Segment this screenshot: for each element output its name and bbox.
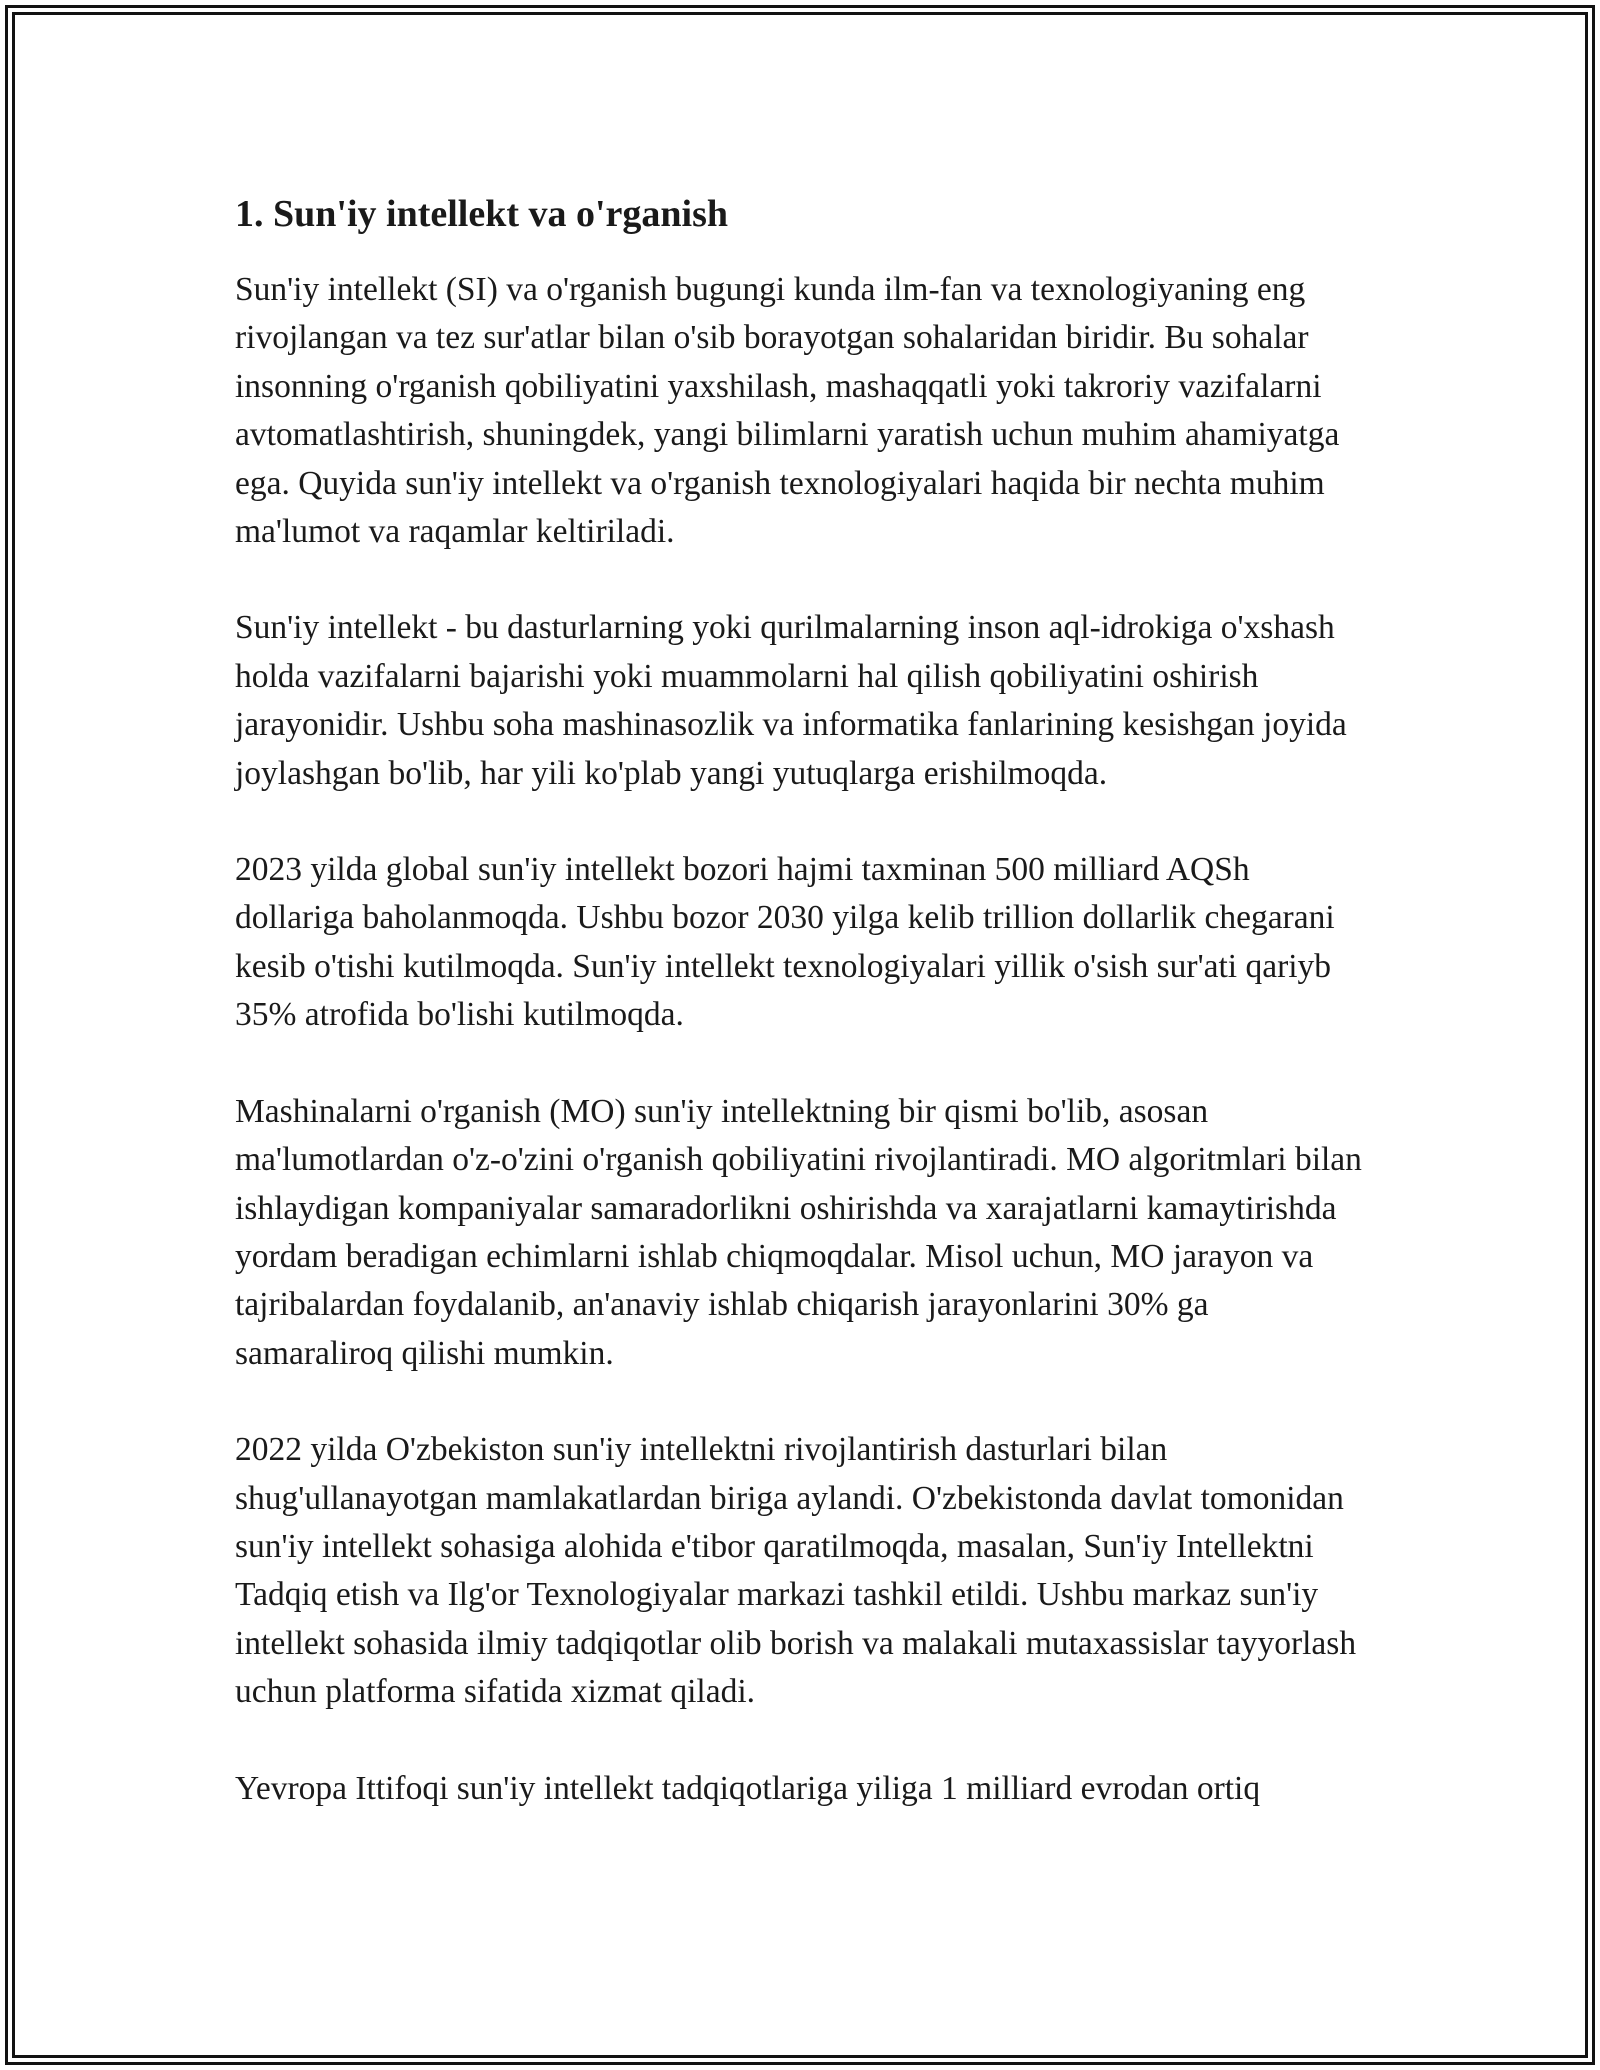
paragraph-1: Sun'iy intellekt (SI) va o'rganish bugungi kunda ilm-fan va texnologiyaning eng rivojlangan va tez sur'atlar bilan o'sib borayotgan sohalaridan biridir. Bu sohalar insonning o'rganish qobiliyatini yaxshilash, mashaqqatli yoki takroriy vazifalarni avtomatlashtirish, shuningdek, yangi bilimlarni yaratish uchun muhim ahamiyatga ega. Quyida sun'iy intellekt va o'rganish texnologiyalari haqida bir nechta muhim ma'lumot va raqamlar keltiriladi. [235, 271, 1340, 551]
paragraph-6: Yevropa Ittifoqi sun'iy intellekt tadqiqotlariga yiliga 1 milliard evrodan ortiq [235, 1769, 1261, 1807]
document-body [235, 188, 1365, 1861]
paragraph-5: 2022 yilda O'zbekiston sun'iy intellektni rivojlantirish dasturlari bilan shug'ullanayotgan mamlakatlardan biriga aylandi. O'zbekistonda davlat tomonidan sun'iy intellekt sohasiga alohida e'tibor qaratilmoqda, masalan, Sun'iy Intellektni Tadqiq etish va Ilg'or Texnologiyalar markazi tashkil etildi. Ushbu markaz sun'iy intellekt sohasida ilmiy tadqiqotlar olib borish va malakali mutaxassislar tayyorlash uchun platforma sifatida xizmat qiladi. [235, 1431, 1357, 1711]
section-title: 1. Sun'iy intellekt va o'rganish [235, 193, 729, 235]
paragraph-2: Sun'iy intellekt - bu dasturlarning yoki qurilmalarning inson aql-idrokiga o'xshash holda vazifalarni bajarishi yoki muammolarni hal qilish qobiliyatini oshirish jarayonidir. Ushbu soha mashinasozlik va informatika fanlarining kesishgan joyida joylashgan bo'lib, har yili ko'plab yangi yutuqlarga erishilmoqda. [235, 609, 1347, 792]
paragraph-4: Mashinalarni o'rganish (MO) sun'iy intellektning bir qismi bo'lib, asosan ma'lumotlardan o'z-o'zini o'rganish qobiliyatini rivojlantiradi. MO algoritmlari bilan ishlaydigan kompaniyalar samaradorlikni oshirishda va xarajatlarni kamaytirishda yordam beradigan echimlarni ishlab chiqmoqdalar. Misol uchun, MO jarayon va tajribalardan foydalanib, an'anaviy ishlab chiqarish jarayonlarini 30% ga samaraliroq qilishi mumkin. [235, 1092, 1362, 1372]
paragraph-3: 2023 yilda global sun'iy intellekt bozori hajmi taxminan 500 milliard AQSh dollariga baholanmoqda. Ushbu bozor 2030 yilga kelib trillion dollarlik chegarani kesib o'tishi kutilmoqda. Sun'iy intellekt texnologiyalari yillik o'sish sur'ati qariyb 35% atrofida bo'lishi kutilmoqda. [235, 851, 1335, 1034]
